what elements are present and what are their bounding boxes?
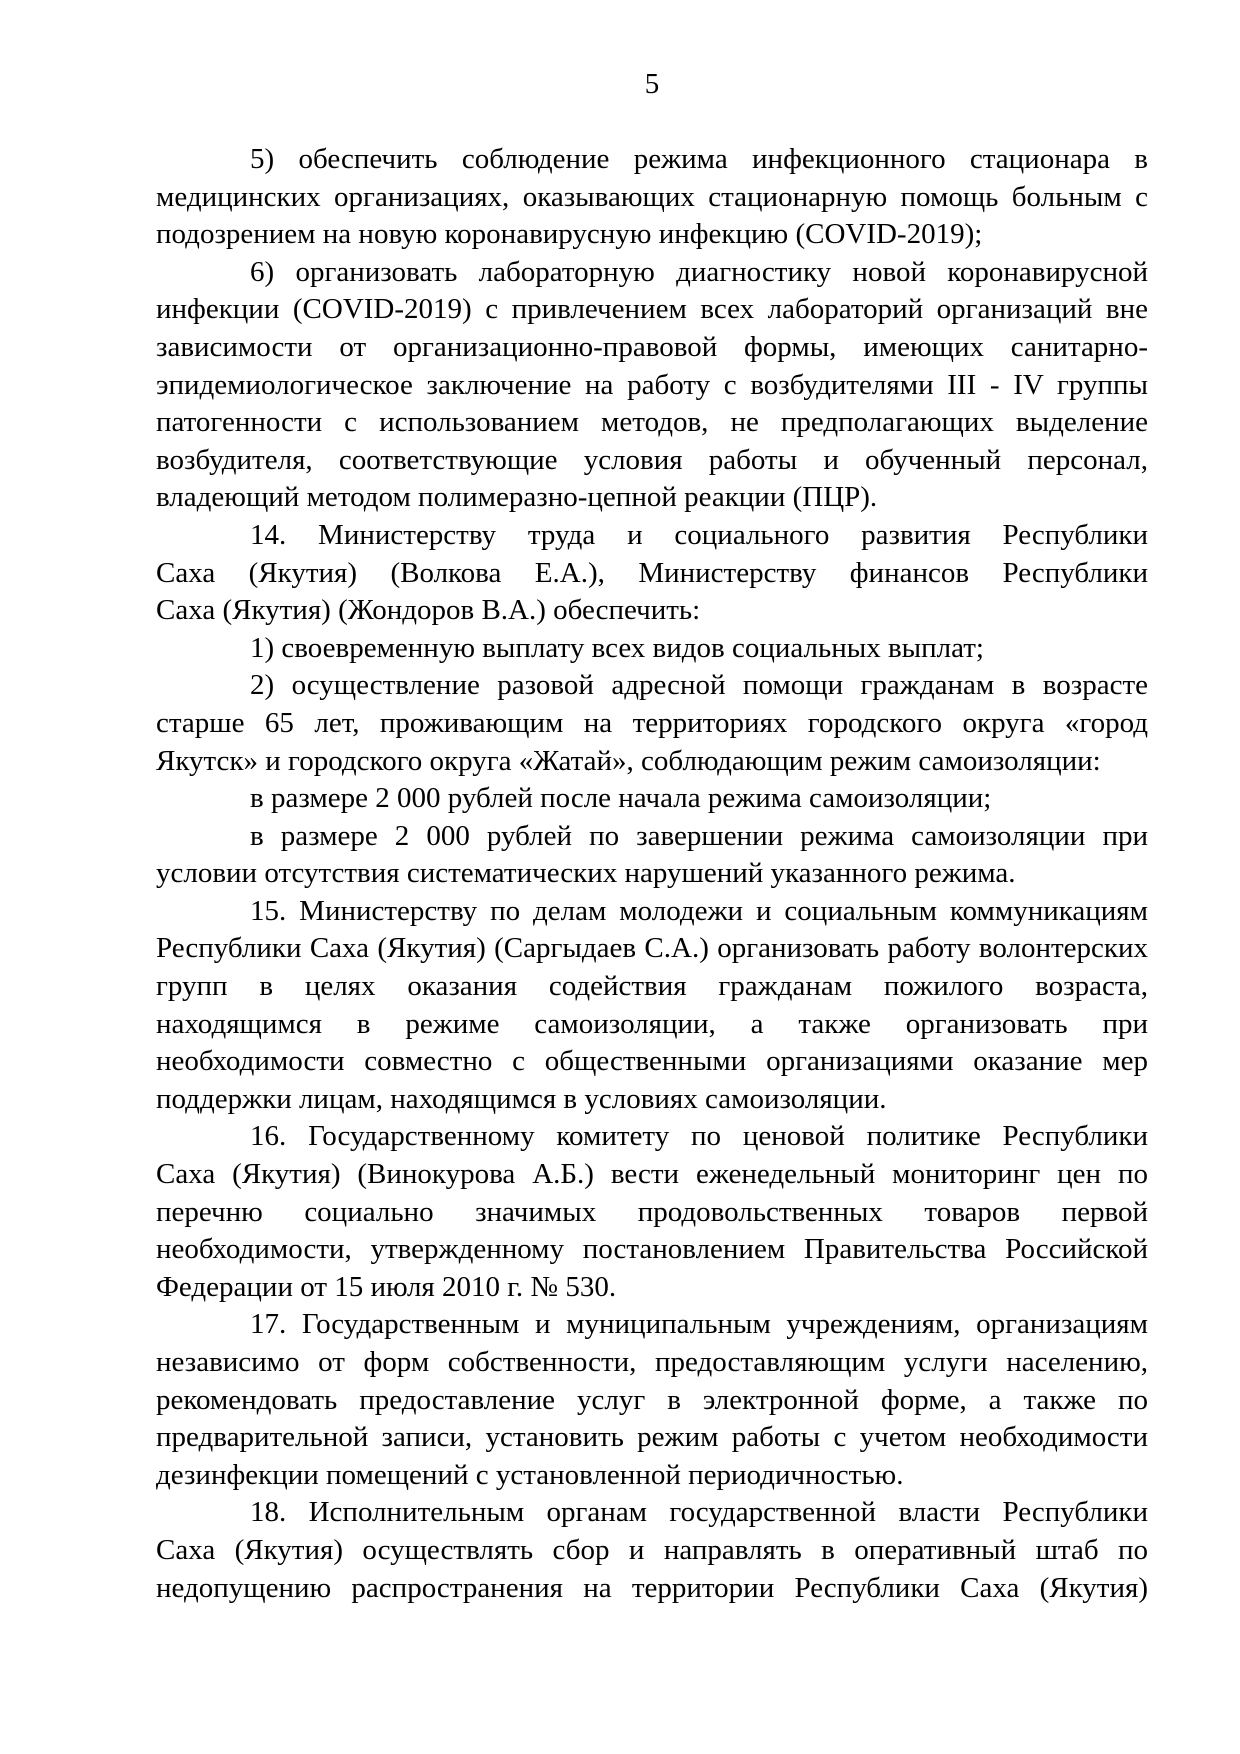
paragraph-item-18: 18. Исполнительным органам государственной власти Республики Саха (Якутия) осуществлять сбор и направлять в оперативный штаб по недопущению распространения на территории Республики Саха (Якутия) — [156, 1496, 1148, 1604]
paragraph-item-5: 5) обеспечить соблюдение режима инфекционного стационара в медицинских организациях, оказывающих стационарную помощь больным с подозрением на новую коронавирусную инфекцию (COVID-2019); — [156, 143, 1148, 251]
page-number: 5 — [644, 68, 660, 100]
paragraph-item-14: 14. Министерству труда и социального развития Республики Саха (Якутия) (Волкова Е.А.), Министерству финансов Республики Саха (Якутия) (Жондоров В.А.) обеспечить: — [156, 518, 1148, 627]
document-body — [156, 141, 1148, 1607]
paragraph-item-16: 16. Государственному комитету по ценовой политике Республики Саха (Якутия) (Винокурова А.Б.) вести еженедельный мониторинг цен по перечню социально значимых продовольственных товаров первой необходимости, утвержденному постановлением Правительства Российской Федерации от 15 июля 2010 г. № 530. — [156, 1120, 1148, 1303]
payment-clause-start: в размере 2 000 рублей после начала режима самоизоляции; — [250, 782, 992, 815]
paragraph-item-17: 17. Государственным и муниципальным учреждениям, организациям независимо от форм собственности, предоставляющим услуги населению, рекомендовать предоставление услуг в электронной форме, а также по предварительной записи, установить режим работы с учетом необходимости дезинфекции помещений с установленной периодичностью. — [156, 1308, 1148, 1491]
payment-clause-end: в размере 2 000 рублей по завершении режима самоизоляции при условии отсутствия систематических нарушений указанного режима. — [156, 819, 1148, 890]
paragraph-item-14-sub-1: 1) своевременную выплату всех видов социальных выплат; — [250, 631, 984, 664]
paragraph-item-6: 6) организовать лабораторную диагностику новой коронавирусной инфекции (COVID-2019) с привлечением всех лабораторий организаций вне зависимости от организационно-правовой формы, имеющих санитарно-эпидемиологическое заключение на работу с возбудителями III - IV группы патогенности с использованием методов, не предполагающих выделение возбудителя, соответствующие условия работы и обученный персонал, владеющий методом полимеразно-цепной реакции (ПЦР). — [156, 255, 1148, 514]
paragraph-item-14-sub-2: 2) осуществление разовой адресной помощи гражданам в возрасте старше 65 лет, проживающим на территориях городского округа «город Якутск» и городского округа «Жатай», соблюдающим режим самоизоляции: — [156, 669, 1148, 777]
paragraph-item-15: 15. Министерству по делам молодежи и социальным коммуникациям Республики Саха (Якутия) (Саргыдаев С.А.) организовать работу волонтерских групп в целях оказания содействия гражданам пожилого возраста, находящимся в режиме самоизоляции, а также организовать при необходимости совместно с общественными организациями оказание мер поддержки лицам, находящимся в условиях самоизоляции. — [156, 894, 1148, 1115]
